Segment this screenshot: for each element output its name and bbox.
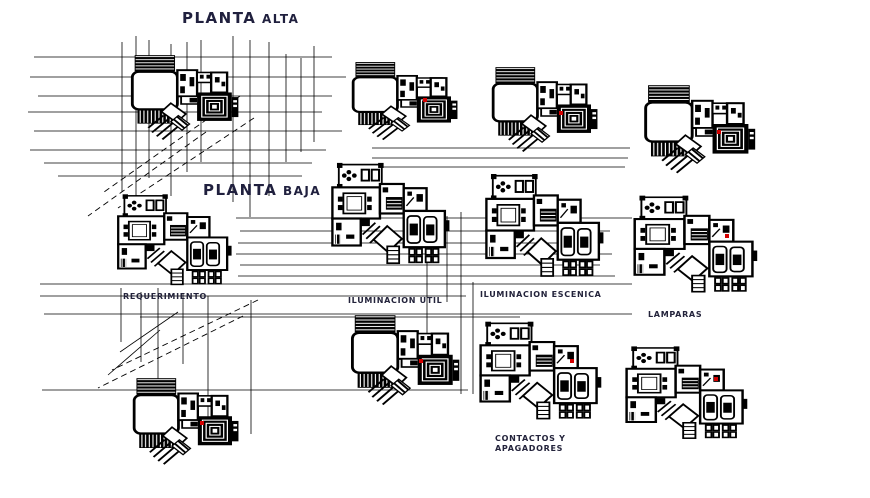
label-lamparas: LAMPARAS	[648, 310, 703, 319]
red-marker-icon	[423, 98, 427, 102]
floor-plan-baja-iluminacion-escenica	[480, 168, 608, 288]
title-planta-alta-main: PLANTA	[182, 9, 257, 27]
floor-plan-alta-iluminacion-util	[343, 61, 463, 153]
floor-plan-alta-contactos	[342, 314, 465, 420]
floor-plan-alta-iluminacion-escenica	[483, 66, 603, 166]
label-iluminacion-util: ILUMINACION ÚTIL	[348, 296, 443, 305]
floor-plan-baja-iluminacion-util	[326, 157, 454, 275]
title-planta-baja-main: PLANTA	[203, 181, 278, 199]
red-marker-icon	[570, 359, 574, 363]
floor-plan-planta-alta-reference	[122, 54, 244, 154]
red-marker-icon	[725, 234, 729, 238]
floor-plan-alta-lamparas	[635, 84, 761, 188]
red-marker-icon	[419, 359, 423, 363]
red-marker-icon	[559, 111, 563, 115]
label-contactos-line2: APAGADORES	[495, 444, 564, 453]
title-planta-alta	[182, 8, 299, 27]
floor-plan-baja-lamparas	[628, 190, 762, 303]
floor-plan-alta-bottom-left	[124, 377, 244, 479]
floor-plan-planta-baja-reference	[112, 189, 236, 295]
red-marker-icon	[200, 421, 204, 425]
label-iluminacion-escenica: ILUMINACION ESCENICA	[480, 290, 602, 299]
label-contactos-line1: CONTACTOS Y	[495, 434, 566, 443]
floor-plan-baja-contactos	[474, 316, 606, 430]
title-planta-baja-sub: BAJA	[282, 184, 322, 198]
red-marker-icon	[717, 130, 721, 134]
title-planta-baja	[203, 180, 321, 199]
label-requerimiento: REQUERIMIENTO	[123, 292, 207, 301]
floor-plan-baja-bottom-right	[620, 341, 752, 449]
label-contactos-apagadores	[495, 434, 566, 454]
red-marker-icon	[714, 377, 718, 381]
title-planta-alta-sub: ALTA	[261, 12, 300, 26]
